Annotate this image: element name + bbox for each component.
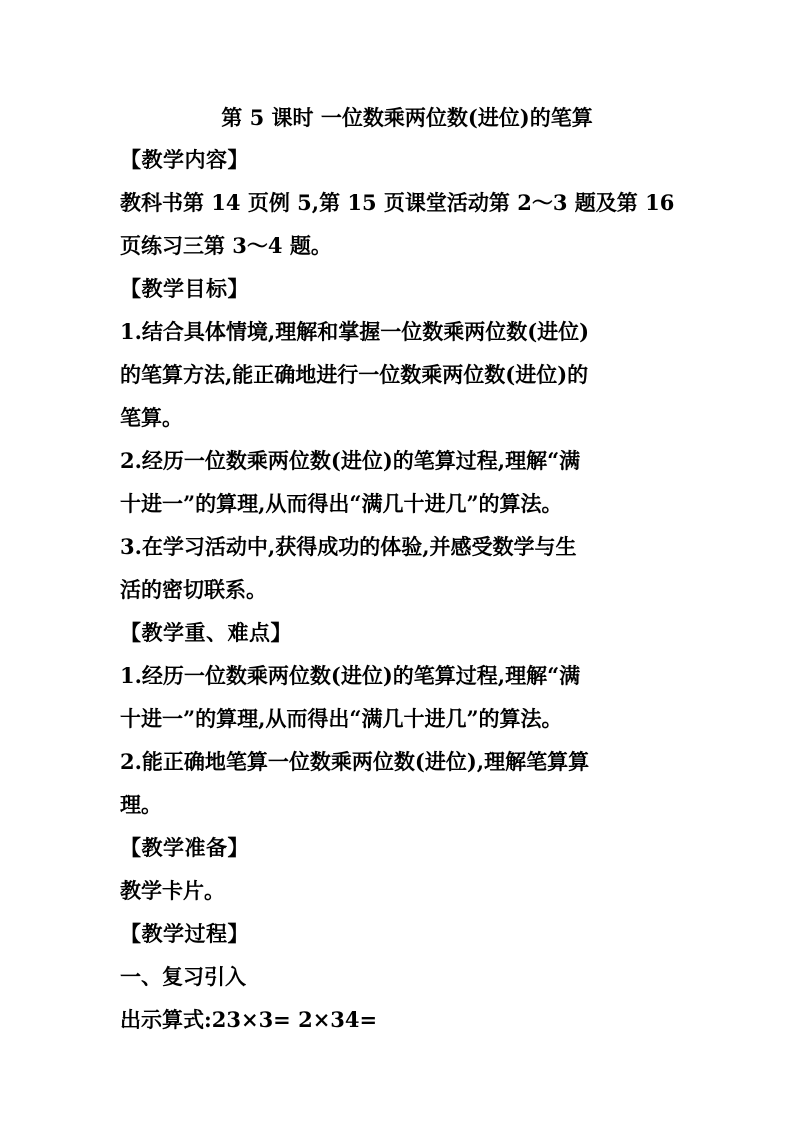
section-key-points	[120, 611, 686, 826]
text-line: 教科书第 14 页例 5,第 15 页课堂活动第 2～3 题及第 16	[120, 190, 675, 215]
section-heading: 【教学内容】	[120, 147, 249, 172]
text-line: 的笔算方法,能正确地进行一位数乘两位数(进位)的	[120, 362, 589, 387]
text-line: 笔算。	[120, 405, 183, 430]
text-line: 教学卡片。	[120, 878, 225, 903]
text-line: 3.在学习活动中,获得成功的体验,并感受数学与生	[120, 534, 577, 559]
text-line: 1.经历一位数乘两位数(进位)的笔算过程,理解“满	[120, 663, 581, 688]
text-line: 页练习三第 3～4 题。	[120, 233, 332, 258]
section-teaching-process	[120, 912, 686, 1041]
section-heading: 【教学重、难点】	[120, 620, 292, 645]
section-heading: 【教学目标】	[120, 276, 249, 301]
text-line: 理。	[120, 792, 162, 817]
text-line: 十进一”的算理,从而得出“满几十进几”的算法。	[120, 491, 563, 516]
document-page	[120, 98, 686, 1041]
text-line: 2.能正确地笔算一位数乘两位数(进位),理解笔算算	[120, 749, 590, 774]
lesson-title: 第 5 课时 一位数乘两位数(进位)的笔算	[221, 105, 593, 130]
text-line: 十进一”的算理,从而得出“满几十进几”的算法。	[120, 706, 563, 731]
section-teaching-prep	[120, 826, 686, 912]
text-line: 出示算式:23×3= 2×34=	[120, 1007, 378, 1032]
section-heading: 【教学准备】	[120, 835, 249, 860]
text-line: 活的密切联系。	[120, 577, 267, 602]
text-line: 1.结合具体情境,理解和掌握一位数乘两位数(进位)	[120, 319, 590, 344]
section-teaching-goals	[120, 267, 686, 611]
text-line: 2.经历一位数乘两位数(进位)的笔算过程,理解“满	[120, 448, 581, 473]
section-heading: 【教学过程】	[120, 921, 249, 946]
section-teaching-content	[120, 138, 686, 267]
text-line: 一、复习引入	[120, 964, 246, 989]
